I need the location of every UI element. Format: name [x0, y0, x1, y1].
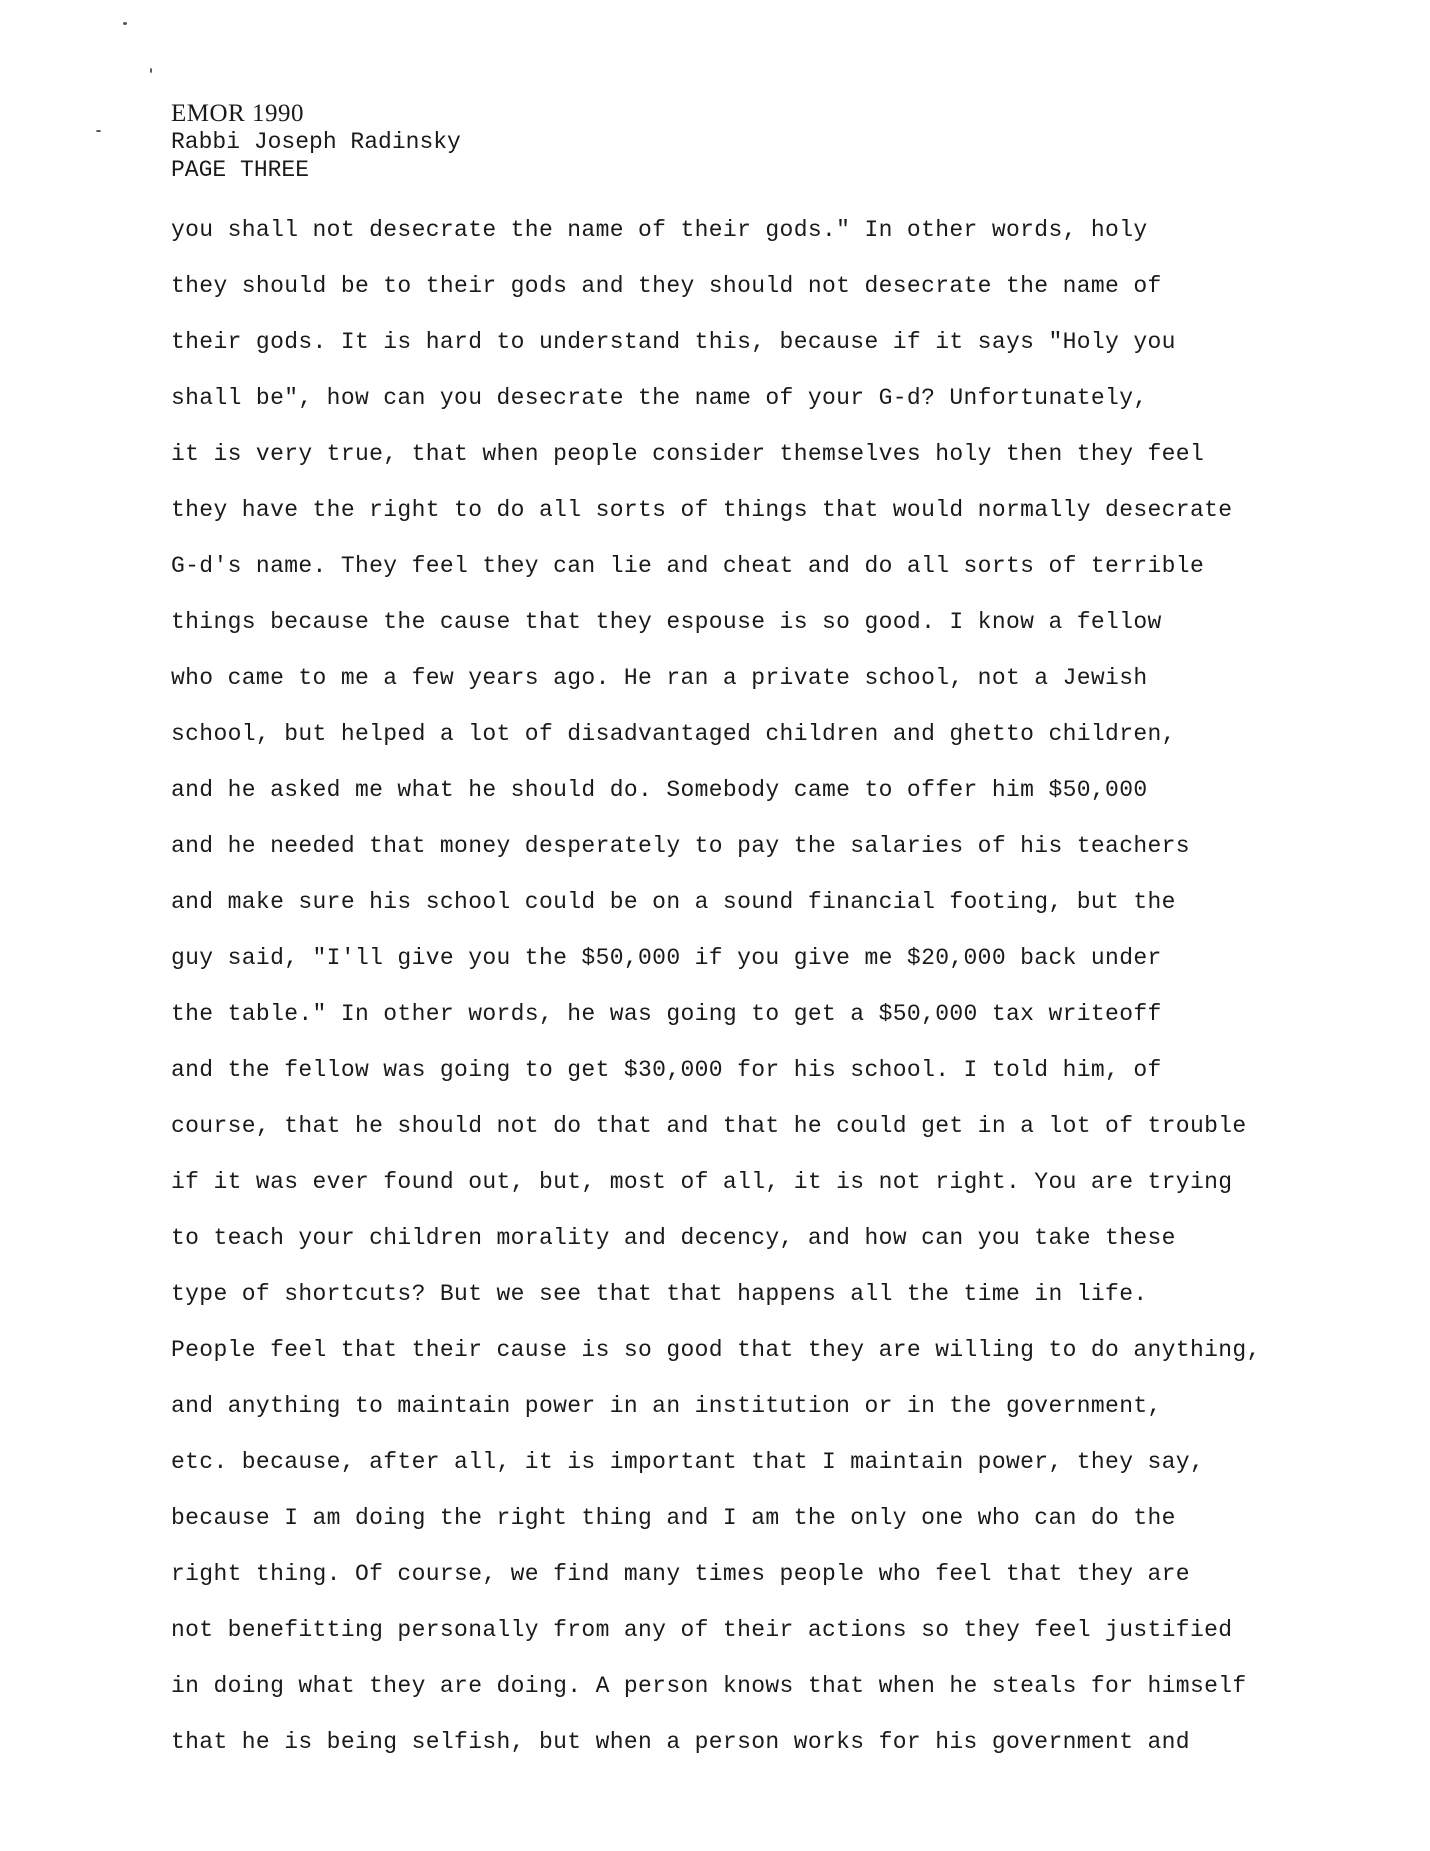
text-line: things because the cause that they espouse is so good. I know a fellow — [171, 609, 1162, 635]
document-author: Rabbi Joseph Radinsky — [171, 129, 461, 155]
text-line: etc. because, after all, it is important that I maintain power, they say, — [171, 1449, 1205, 1475]
body-text — [171, 210, 1261, 1778]
text-line: and make sure his school could be on a sound financial footing, but the — [171, 889, 1176, 915]
document-header — [171, 100, 461, 184]
scan-speck — [150, 68, 152, 73]
text-line: it is very true, that when people consider themselves holy then they feel — [171, 441, 1205, 467]
text-line: they have the right to do all sorts of things that would normally desecrate — [171, 497, 1233, 523]
text-line: to teach your children morality and decency, and how can you take these — [171, 1225, 1176, 1251]
scan-speck — [123, 22, 127, 25]
text-line: if it was ever found out, but, most of all, it is not right. You are trying — [171, 1169, 1233, 1195]
text-line: and he asked me what he should do. Somebody came to offer him $50,000 — [171, 777, 1148, 803]
scan-speck — [96, 130, 101, 132]
document-title: EMOR 1990 — [171, 100, 304, 127]
text-line: the table." In other words, he was going to get a $50,000 tax writeoff — [171, 1001, 1162, 1027]
text-line: type of shortcuts? But we see that that happens all the time in life. — [171, 1281, 1148, 1307]
text-line: right thing. Of course, we find many times people who feel that they are — [171, 1561, 1190, 1587]
text-line: G-d's name. They feel they can lie and cheat and do all sorts of terrible — [171, 553, 1205, 579]
text-line: who came to me a few years ago. He ran a private school, not a Jewish — [171, 665, 1148, 691]
text-line: in doing what they are doing. A person knows that when he steals for himself — [171, 1673, 1247, 1699]
text-line: and he needed that money desperately to pay the salaries of his teachers — [171, 833, 1190, 859]
text-line: school, but helped a lot of disadvantaged children and ghetto children, — [171, 721, 1176, 747]
text-line: their gods. It is hard to understand this, because if it says "Holy you — [171, 329, 1176, 355]
text-line: they should be to their gods and they should not desecrate the name of — [171, 273, 1162, 299]
text-line: because I am doing the right thing and I am the only one who can do the — [171, 1505, 1176, 1531]
text-line: not benefitting personally from any of their actions so they feel justified — [171, 1617, 1233, 1643]
text-line: and anything to maintain power in an institution or in the government, — [171, 1393, 1162, 1419]
text-line: People feel that their cause is so good that they are willing to do anything, — [171, 1337, 1261, 1363]
text-line: course, that he should not do that and that he could get in a lot of trouble — [171, 1113, 1247, 1139]
text-line: that he is being selfish, but when a person works for his government and — [171, 1729, 1190, 1755]
text-line: shall be", how can you desecrate the name of your G-d? Unfortunately, — [171, 385, 1148, 411]
page-label: PAGE THREE — [171, 157, 310, 183]
text-line: guy said, "I'll give you the $50,000 if you give me $20,000 back under — [171, 945, 1162, 971]
text-line: and the fellow was going to get $30,000 for his school. I told him, of — [171, 1057, 1162, 1083]
text-line: you shall not desecrate the name of their gods." In other words, holy — [171, 217, 1148, 243]
